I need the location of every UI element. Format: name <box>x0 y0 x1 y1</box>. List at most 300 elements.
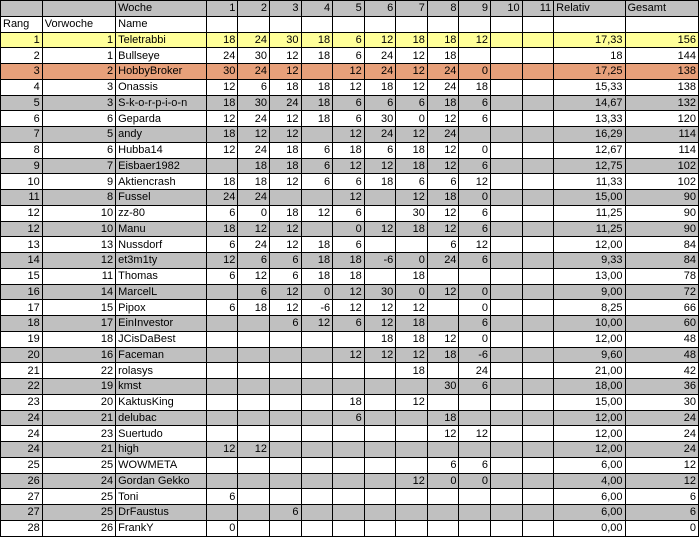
cell-week-7: 30 <box>396 205 428 221</box>
cell-rang: 24 <box>1 410 43 426</box>
cell-week-3 <box>269 410 301 426</box>
cell-name: MarcelL <box>116 284 207 300</box>
cell-gesamt: 84 <box>625 237 699 253</box>
cell-gesamt: 120 <box>625 111 699 127</box>
cell-week-10 <box>491 379 523 395</box>
cell-week-8: 6 <box>427 174 459 190</box>
cell-vorwoche: 9 <box>42 174 115 190</box>
cell-week-8: 18 <box>427 32 459 48</box>
cell-week-11 <box>522 190 554 206</box>
cell-week-3 <box>269 520 301 536</box>
header-woche: Woche <box>116 1 207 17</box>
cell-week-2: 24 <box>238 64 270 80</box>
cell-week-7: 12 <box>396 300 428 316</box>
cell-gesamt: 60 <box>625 316 699 332</box>
cell-relativ: 11,33 <box>554 174 625 190</box>
cell-week-6: 18 <box>364 174 396 190</box>
cell-week-3: 24 <box>269 95 301 111</box>
cell-rang: 7 <box>1 127 43 143</box>
cell-week-7: 12 <box>396 79 428 95</box>
cell-week-5: 6 <box>333 32 365 48</box>
cell-week-1 <box>206 158 238 174</box>
cell-name: Eisbaer1982 <box>116 158 207 174</box>
cell-week-3: 6 <box>269 505 301 521</box>
cell-week-9: 6 <box>459 221 491 237</box>
cell-relativ: 8,25 <box>554 300 625 316</box>
cell-name: HobbyBroker <box>116 64 207 80</box>
cell-week-8 <box>427 394 459 410</box>
cell-week-2: 30 <box>238 48 270 64</box>
header-empty-cell <box>554 16 625 32</box>
cell-relativ: 11,25 <box>554 205 625 221</box>
cell-gesamt: 114 <box>625 127 699 143</box>
cell-week-3: 12 <box>269 174 301 190</box>
cell-name: Fussel <box>116 190 207 206</box>
cell-week-3 <box>269 331 301 347</box>
cell-relativ: 9,00 <box>554 284 625 300</box>
table-row <box>1 79 699 95</box>
cell-week-10 <box>491 237 523 253</box>
cell-week-5: 12 <box>333 190 365 206</box>
cell-week-5 <box>333 520 365 536</box>
cell-vorwoche: 1 <box>42 48 115 64</box>
cell-week-10 <box>491 300 523 316</box>
cell-week-1 <box>206 363 238 379</box>
cell-week-9: 12 <box>459 237 491 253</box>
cell-week-4 <box>301 64 333 80</box>
table-row <box>1 363 699 379</box>
cell-relativ: 15,00 <box>554 190 625 206</box>
cell-week-4: 18 <box>301 237 333 253</box>
cell-rang: 2 <box>1 48 43 64</box>
cell-week-5: 18 <box>333 253 365 269</box>
cell-vorwoche: 3 <box>42 95 115 111</box>
cell-week-6: 12 <box>364 158 396 174</box>
cell-name: zz-80 <box>116 205 207 221</box>
cell-week-11 <box>522 284 554 300</box>
cell-week-7: 12 <box>396 48 428 64</box>
cell-week-5: 18 <box>333 268 365 284</box>
cell-week-9: 6 <box>459 379 491 395</box>
cell-gesamt: 30 <box>625 394 699 410</box>
cell-gesamt: 12 <box>625 457 699 473</box>
cell-vorwoche: 25 <box>42 457 115 473</box>
cell-name: JCisDaBest <box>116 331 207 347</box>
table-row <box>1 520 699 536</box>
cell-week-9: 6 <box>459 95 491 111</box>
cell-week-2 <box>238 316 270 332</box>
cell-week-3 <box>269 473 301 489</box>
cell-week-9: 0 <box>459 284 491 300</box>
cell-week-11 <box>522 237 554 253</box>
cell-week-6: -6 <box>364 253 396 269</box>
cell-relativ: 18,00 <box>554 379 625 395</box>
cell-week-8: 18 <box>427 48 459 64</box>
cell-rang: 14 <box>1 253 43 269</box>
cell-week-8: 18 <box>427 95 459 111</box>
cell-week-10 <box>491 394 523 410</box>
cell-relativ: 6,00 <box>554 457 625 473</box>
cell-week-6: 18 <box>364 79 396 95</box>
cell-week-1: 12 <box>206 79 238 95</box>
cell-week-9: 0 <box>459 473 491 489</box>
cell-week-7 <box>396 489 428 505</box>
cell-week-7: 12 <box>396 127 428 143</box>
cell-gesamt: 156 <box>625 32 699 48</box>
cell-week-11 <box>522 410 554 426</box>
cell-week-1: 6 <box>206 268 238 284</box>
cell-week-3 <box>269 363 301 379</box>
cell-week-11 <box>522 268 554 284</box>
cell-week-9 <box>459 489 491 505</box>
cell-rang: 12 <box>1 205 43 221</box>
cell-week-4 <box>301 127 333 143</box>
cell-vorwoche: 23 <box>42 426 115 442</box>
cell-week-11 <box>522 505 554 521</box>
cell-week-1: 6 <box>206 300 238 316</box>
table-row <box>1 32 699 48</box>
cell-vorwoche: 1 <box>42 32 115 48</box>
cell-rang: 18 <box>1 316 43 332</box>
cell-week-7: 12 <box>396 394 428 410</box>
cell-vorwoche: 11 <box>42 268 115 284</box>
header-empty-cell <box>396 16 428 32</box>
cell-week-6 <box>364 268 396 284</box>
cell-week-8: 12 <box>427 331 459 347</box>
cell-week-4 <box>301 394 333 410</box>
table-row <box>1 142 699 158</box>
cell-gesamt: 24 <box>625 410 699 426</box>
cell-week-4 <box>301 221 333 237</box>
cell-week-5 <box>333 457 365 473</box>
cell-name: KaktusKing <box>116 394 207 410</box>
cell-week-9 <box>459 394 491 410</box>
cell-week-2: 24 <box>238 111 270 127</box>
cell-week-3 <box>269 394 301 410</box>
cell-vorwoche: 18 <box>42 331 115 347</box>
cell-week-2 <box>238 505 270 521</box>
cell-week-6: 12 <box>364 32 396 48</box>
cell-week-6: 24 <box>364 127 396 143</box>
cell-week-11 <box>522 221 554 237</box>
cell-week-10 <box>491 347 523 363</box>
cell-week-3: 12 <box>269 111 301 127</box>
cell-relativ: 13,33 <box>554 111 625 127</box>
cell-week-1 <box>206 347 238 363</box>
cell-gesamt: 78 <box>625 268 699 284</box>
table-row <box>1 379 699 395</box>
cell-week-10 <box>491 32 523 48</box>
cell-vorwoche: 21 <box>42 442 115 458</box>
table-row <box>1 253 699 269</box>
cell-week-4: 18 <box>301 48 333 64</box>
cell-relativ: 12,00 <box>554 237 625 253</box>
cell-relativ: 6,00 <box>554 489 625 505</box>
cell-week-5 <box>333 331 365 347</box>
cell-week-4: 6 <box>301 158 333 174</box>
cell-week-8 <box>427 489 459 505</box>
cell-week-3 <box>269 190 301 206</box>
cell-relativ: 12,00 <box>554 331 625 347</box>
cell-week-6: 12 <box>364 300 396 316</box>
cell-week-11 <box>522 457 554 473</box>
cell-vorwoche: 5 <box>42 127 115 143</box>
cell-week-4 <box>301 489 333 505</box>
header-vorwoche: Vorwoche <box>42 16 115 32</box>
cell-week-6 <box>364 520 396 536</box>
cell-week-1: 6 <box>206 489 238 505</box>
cell-week-11 <box>522 520 554 536</box>
cell-relativ: 15,00 <box>554 394 625 410</box>
cell-vorwoche: 6 <box>42 111 115 127</box>
cell-week-7: 0 <box>396 111 428 127</box>
cell-rang: 19 <box>1 331 43 347</box>
cell-week-9 <box>459 520 491 536</box>
cell-name: high <box>116 442 207 458</box>
cell-gesamt: 6 <box>625 505 699 521</box>
cell-week-9: 6 <box>459 457 491 473</box>
cell-gesamt: 72 <box>625 284 699 300</box>
cell-vorwoche: 25 <box>42 489 115 505</box>
cell-week-9: 6 <box>459 316 491 332</box>
cell-week-2 <box>238 363 270 379</box>
cell-week-8 <box>427 363 459 379</box>
cell-week-7: 12 <box>396 473 428 489</box>
cell-rang: 9 <box>1 158 43 174</box>
cell-relativ: 18 <box>554 48 625 64</box>
cell-name: Teletrabbi <box>116 32 207 48</box>
cell-week-3: 18 <box>269 79 301 95</box>
cell-week-10 <box>491 473 523 489</box>
cell-week-11 <box>522 205 554 221</box>
cell-name: Geparda <box>116 111 207 127</box>
cell-vorwoche: 25 <box>42 505 115 521</box>
cell-week-5 <box>333 473 365 489</box>
header-week-4: 4 <box>301 1 333 17</box>
cell-rang: 23 <box>1 394 43 410</box>
cell-name: WOWMETA <box>116 457 207 473</box>
cell-week-3 <box>269 457 301 473</box>
cell-week-2 <box>238 473 270 489</box>
cell-week-11 <box>522 300 554 316</box>
cell-week-4 <box>301 473 333 489</box>
table-row <box>1 505 699 521</box>
cell-rang: 26 <box>1 473 43 489</box>
cell-vorwoche: 22 <box>42 363 115 379</box>
cell-week-10 <box>491 190 523 206</box>
table-row <box>1 64 699 80</box>
cell-week-5: 12 <box>333 127 365 143</box>
cell-week-1 <box>206 284 238 300</box>
cell-week-1: 0 <box>206 520 238 536</box>
cell-rang: 22 <box>1 379 43 395</box>
cell-week-10 <box>491 142 523 158</box>
cell-rang: 1 <box>1 32 43 48</box>
cell-relativ: 10,00 <box>554 316 625 332</box>
cell-vorwoche: 20 <box>42 394 115 410</box>
table-row <box>1 442 699 458</box>
header-row-weeks <box>1 1 699 17</box>
cell-week-5: 12 <box>333 284 365 300</box>
table-row <box>1 205 699 221</box>
cell-week-6: 30 <box>364 111 396 127</box>
cell-week-7: 18 <box>396 142 428 158</box>
cell-week-11 <box>522 347 554 363</box>
cell-week-11 <box>522 253 554 269</box>
cell-week-5: 0 <box>333 221 365 237</box>
cell-week-11 <box>522 111 554 127</box>
cell-week-11 <box>522 316 554 332</box>
cell-week-2: 0 <box>238 205 270 221</box>
cell-rang: 21 <box>1 363 43 379</box>
cell-week-9: 0 <box>459 64 491 80</box>
cell-week-8: 6 <box>427 457 459 473</box>
cell-week-5: 6 <box>333 48 365 64</box>
table-body <box>1 32 699 536</box>
cell-rang: 24 <box>1 442 43 458</box>
cell-week-7: 18 <box>396 158 428 174</box>
cell-week-1: 12 <box>206 442 238 458</box>
cell-vorwoche: 8 <box>42 190 115 206</box>
cell-week-11 <box>522 95 554 111</box>
cell-relativ: 16,29 <box>554 127 625 143</box>
cell-name: delubac <box>116 410 207 426</box>
cell-gesamt: 102 <box>625 158 699 174</box>
cell-week-4: 18 <box>301 268 333 284</box>
cell-week-3 <box>269 489 301 505</box>
cell-week-9: 0 <box>459 190 491 206</box>
cell-week-4 <box>301 347 333 363</box>
header-empty-cell <box>238 16 270 32</box>
cell-week-4: 6 <box>301 174 333 190</box>
table-row <box>1 127 699 143</box>
cell-week-10 <box>491 174 523 190</box>
cell-week-11 <box>522 48 554 64</box>
table-row <box>1 221 699 237</box>
cell-rang: 10 <box>1 174 43 190</box>
cell-gesamt: 6 <box>625 489 699 505</box>
cell-week-8 <box>427 520 459 536</box>
cell-vorwoche: 10 <box>42 205 115 221</box>
cell-week-6 <box>364 426 396 442</box>
cell-week-9: 6 <box>459 158 491 174</box>
cell-vorwoche: 21 <box>42 410 115 426</box>
cell-week-9: 12 <box>459 426 491 442</box>
cell-week-7: 0 <box>396 253 428 269</box>
cell-week-10 <box>491 127 523 143</box>
cell-gesamt: 42 <box>625 363 699 379</box>
cell-week-6: 12 <box>364 221 396 237</box>
header-week-6: 6 <box>364 1 396 17</box>
cell-week-7: 12 <box>396 64 428 80</box>
cell-gesamt: 48 <box>625 331 699 347</box>
cell-week-6: 24 <box>364 64 396 80</box>
cell-relativ: 12,00 <box>554 442 625 458</box>
cell-vorwoche: 13 <box>42 237 115 253</box>
cell-week-7 <box>396 457 428 473</box>
cell-week-5 <box>333 363 365 379</box>
table-row <box>1 457 699 473</box>
header-week-7: 7 <box>396 1 428 17</box>
cell-rang: 17 <box>1 300 43 316</box>
cell-week-4 <box>301 442 333 458</box>
cell-week-4: 18 <box>301 111 333 127</box>
cell-gesamt: 90 <box>625 205 699 221</box>
cell-vorwoche: 14 <box>42 284 115 300</box>
cell-week-3: 12 <box>269 300 301 316</box>
cell-week-6: 12 <box>364 316 396 332</box>
cell-week-1 <box>206 394 238 410</box>
cell-week-1: 18 <box>206 221 238 237</box>
cell-week-4 <box>301 426 333 442</box>
cell-week-7: 18 <box>396 363 428 379</box>
header-empty-cell <box>522 16 554 32</box>
cell-week-11 <box>522 142 554 158</box>
table-row <box>1 489 699 505</box>
cell-week-7: 18 <box>396 316 428 332</box>
cell-week-1: 6 <box>206 205 238 221</box>
cell-week-1: 6 <box>206 237 238 253</box>
cell-week-8 <box>427 268 459 284</box>
cell-week-5: 12 <box>333 79 365 95</box>
cell-week-2: 6 <box>238 253 270 269</box>
cell-week-6: 24 <box>364 48 396 64</box>
cell-week-9: 0 <box>459 331 491 347</box>
cell-gesamt: 138 <box>625 64 699 80</box>
header-week-8: 8 <box>427 1 459 17</box>
cell-week-8: 12 <box>427 284 459 300</box>
cell-week-2: 24 <box>238 32 270 48</box>
cell-name: Pipox <box>116 300 207 316</box>
cell-rang: 16 <box>1 284 43 300</box>
header-empty-cell <box>459 16 491 32</box>
header-rang: Rang <box>1 16 43 32</box>
cell-week-10 <box>491 442 523 458</box>
cell-week-7: 12 <box>396 190 428 206</box>
cell-rang: 20 <box>1 347 43 363</box>
cell-rang: 28 <box>1 520 43 536</box>
header-empty-cell <box>301 16 333 32</box>
cell-week-10 <box>491 316 523 332</box>
cell-week-7 <box>396 379 428 395</box>
cell-vorwoche: 24 <box>42 473 115 489</box>
cell-week-3: 30 <box>269 32 301 48</box>
cell-vorwoche: 3 <box>42 79 115 95</box>
cell-week-8: 24 <box>427 253 459 269</box>
cell-week-7: 6 <box>396 174 428 190</box>
cell-week-3 <box>269 442 301 458</box>
cell-name: Toni <box>116 489 207 505</box>
cell-week-8 <box>427 316 459 332</box>
cell-week-10 <box>491 489 523 505</box>
cell-week-4 <box>301 363 333 379</box>
cell-week-10 <box>491 79 523 95</box>
cell-week-9 <box>459 410 491 426</box>
cell-week-10 <box>491 253 523 269</box>
cell-gesamt: 138 <box>625 79 699 95</box>
cell-week-1 <box>206 379 238 395</box>
header-empty-cell <box>491 16 523 32</box>
table-row <box>1 111 699 127</box>
cell-week-6 <box>364 457 396 473</box>
table-row <box>1 237 699 253</box>
cell-gesamt: 84 <box>625 253 699 269</box>
header-empty-cell <box>625 16 699 32</box>
cell-week-4: 6 <box>301 142 333 158</box>
cell-week-1: 18 <box>206 174 238 190</box>
cell-week-2: 24 <box>238 190 270 206</box>
cell-rang: 27 <box>1 489 43 505</box>
